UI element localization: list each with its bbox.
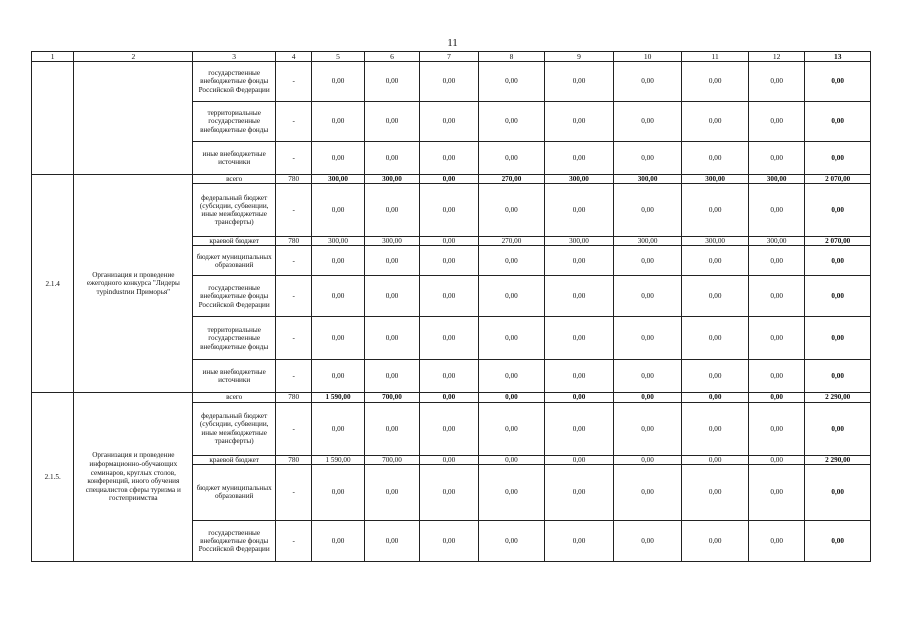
value-cell: 300,00 [312,237,364,246]
code-cell: - [276,317,312,360]
header-cell: 9 [545,52,614,62]
value-cell: 0,00 [420,246,478,276]
value-cell: 300,00 [682,175,749,184]
value-cell: 0,00 [613,142,682,175]
value-cell: 0,00 [805,102,871,142]
value-cell: 0,00 [312,317,364,360]
value-cell: 0,00 [613,393,682,402]
value-cell: 0,00 [478,455,545,464]
value-cell: 2 290,00 [805,455,871,464]
value-cell: 0,00 [682,464,749,520]
value-cell: 0,00 [364,184,419,237]
value-cell: 300,00 [312,175,364,184]
value-cell: 0,00 [805,142,871,175]
value-cell: 0,00 [682,142,749,175]
value-cell: 0,00 [682,455,749,464]
table-row [32,393,871,402]
value-cell: 0,00 [478,402,545,455]
value-cell: 0,00 [748,464,804,520]
value-cell: 0,00 [420,455,478,464]
value-cell: 0,00 [748,62,804,102]
value-cell: 0,00 [748,455,804,464]
value-cell: 0,00 [805,402,871,455]
value-cell: 300,00 [748,175,804,184]
value-cell: 1 590,00 [312,393,364,402]
value-cell: 0,00 [805,520,871,561]
code-cell: 780 [276,175,312,184]
value-cell: 0,00 [545,184,614,237]
value-cell: 0,00 [748,317,804,360]
value-cell: 0,00 [364,360,419,393]
funding-source: территориальные государственные внебюджетные фонды [193,317,276,360]
value-cell: 0,00 [364,276,419,317]
code-cell: - [276,246,312,276]
value-cell: 0,00 [478,102,545,142]
value-cell: 0,00 [478,142,545,175]
value-cell: 0,00 [805,276,871,317]
value-cell: 0,00 [613,520,682,561]
funding-source: федеральный бюджет (субсидии, субвенции, иные межбюджетные трансферты) [193,402,276,455]
value-cell: 0,00 [682,246,749,276]
value-cell: 0,00 [312,62,364,102]
value-cell: 0,00 [748,102,804,142]
value-cell: 0,00 [312,402,364,455]
value-cell: 0,00 [420,102,478,142]
header-cell: 8 [478,52,545,62]
value-cell: 0,00 [420,175,478,184]
code-cell: 780 [276,237,312,246]
value-cell: 0,00 [420,237,478,246]
header-cell: 5 [312,52,364,62]
value-cell: 0,00 [478,184,545,237]
value-cell: 2 290,00 [805,393,871,402]
value-cell: 300,00 [364,175,419,184]
value-cell: 300,00 [545,175,614,184]
value-cell: 0,00 [613,184,682,237]
value-cell: 0,00 [682,520,749,561]
value-cell: 0,00 [364,142,419,175]
value-cell: 2 070,00 [805,237,871,246]
value-cell: 700,00 [364,455,419,464]
header-cell: 1 [32,52,74,62]
value-cell: 700,00 [364,393,419,402]
value-cell: 0,00 [478,520,545,561]
value-cell: 0,00 [478,276,545,317]
value-cell: 0,00 [312,464,364,520]
header-cell: 12 [748,52,804,62]
value-cell: 0,00 [613,317,682,360]
value-cell: 0,00 [805,184,871,237]
value-cell: 0,00 [682,317,749,360]
value-cell: 0,00 [364,520,419,561]
value-cell: 0,00 [682,402,749,455]
value-cell: 0,00 [613,62,682,102]
value-cell: 0,00 [364,464,419,520]
value-cell: 0,00 [478,246,545,276]
code-cell: - [276,402,312,455]
value-cell: 0,00 [312,276,364,317]
value-cell: 300,00 [364,237,419,246]
value-cell: 0,00 [682,360,749,393]
table-row [32,175,871,184]
value-cell: 0,00 [312,246,364,276]
value-cell: 0,00 [312,520,364,561]
funding-source: иные внебюджетные источники [193,142,276,175]
value-cell: 0,00 [364,317,419,360]
value-cell: 0,00 [613,102,682,142]
value-cell: 300,00 [613,175,682,184]
value-cell: 0,00 [420,402,478,455]
value-cell: 0,00 [682,184,749,237]
value-cell: 0,00 [805,62,871,102]
value-cell: 0,00 [613,360,682,393]
value-cell: 0,00 [312,360,364,393]
funding-source: всего [193,175,276,184]
value-cell: 300,00 [748,237,804,246]
header-cell: 4 [276,52,312,62]
value-cell: 0,00 [312,184,364,237]
item-code: 2.1.5. [32,393,74,561]
value-cell: 1 590,00 [312,455,364,464]
value-cell: 0,00 [545,402,614,455]
code-cell: - [276,520,312,561]
code-cell: 780 [276,393,312,402]
value-cell: 0,00 [545,520,614,561]
value-cell: 0,00 [613,455,682,464]
budget-table [31,51,871,562]
header-cell: 6 [364,52,419,62]
value-cell: 0,00 [312,102,364,142]
value-cell: 0,00 [364,246,419,276]
header-cell: 10 [613,52,682,62]
value-cell: 0,00 [420,276,478,317]
value-cell: 0,00 [420,142,478,175]
value-cell: 0,00 [748,246,804,276]
value-cell: 0,00 [613,246,682,276]
value-cell: 0,00 [613,464,682,520]
header-cell: 2 [74,52,193,62]
funding-source: краевой бюджет [193,237,276,246]
value-cell: 0,00 [748,393,804,402]
code-cell: - [276,184,312,237]
funding-source: всего [193,393,276,402]
value-cell: 0,00 [682,102,749,142]
value-cell: 0,00 [420,184,478,237]
code-cell: - [276,464,312,520]
value-cell: 0,00 [613,402,682,455]
funding-source: иные внебюджетные источники [193,360,276,393]
value-cell: 0,00 [420,360,478,393]
item-name: Организация и проведение ежегодного конкурса "Лидеры турindustrии Приморья" [74,175,193,393]
value-cell: 0,00 [545,102,614,142]
funding-source: краевой бюджет [193,455,276,464]
page-number: 11 [447,37,458,49]
funding-source: территориальные государственные внебюджетные фонды [193,102,276,142]
header-cell: 13 [805,52,871,62]
code-cell: - [276,276,312,317]
value-cell: 0,00 [805,464,871,520]
item-name: Организация и проведение информационно-обучающих семинаров, круглых столов, конференций, иного обучения специалистов сферы туризма и гостеприимства [74,393,193,561]
value-cell: 0,00 [748,402,804,455]
value-cell: 0,00 [748,360,804,393]
value-cell: 0,00 [420,317,478,360]
value-cell: 0,00 [478,360,545,393]
value-cell: 0,00 [545,393,614,402]
header-cell: 11 [682,52,749,62]
value-cell: 0,00 [748,520,804,561]
value-cell: 0,00 [682,276,749,317]
header-cell: 7 [420,52,478,62]
code-cell: 780 [276,455,312,464]
value-cell: 0,00 [364,402,419,455]
value-cell: 0,00 [682,393,749,402]
code-cell: - [276,102,312,142]
item-name [74,62,193,175]
value-cell: 270,00 [478,237,545,246]
value-cell: 0,00 [748,184,804,237]
value-cell: 300,00 [613,237,682,246]
value-cell: 0,00 [364,62,419,102]
value-cell: 0,00 [478,393,545,402]
value-cell: 0,00 [478,317,545,360]
code-cell: - [276,62,312,102]
value-cell: 270,00 [478,175,545,184]
funding-source: федеральный бюджет (субсидии, субвенции, иные межбюджетные трансферты) [193,184,276,237]
item-code [32,62,74,175]
code-cell: - [276,142,312,175]
value-cell: 0,00 [748,142,804,175]
value-cell: 0,00 [420,393,478,402]
code-cell: - [276,360,312,393]
value-cell: 0,00 [545,360,614,393]
funding-source: бюджет муниципальных образований [193,246,276,276]
funding-source: государственные внебюджетные фонды Российской Федерации [193,62,276,102]
value-cell: 0,00 [682,62,749,102]
value-cell: 0,00 [420,520,478,561]
value-cell: 0,00 [748,276,804,317]
value-cell: 0,00 [805,360,871,393]
value-cell: 0,00 [805,317,871,360]
funding-source: государственные внебюджетные фонды Российской Федерации [193,520,276,561]
value-cell: 0,00 [545,276,614,317]
value-cell: 0,00 [312,142,364,175]
value-cell: 0,00 [545,246,614,276]
value-cell: 0,00 [545,62,614,102]
funding-source: государственные внебюджетные фонды Российской Федерации [193,276,276,317]
value-cell: 2 070,00 [805,175,871,184]
value-cell: 0,00 [478,62,545,102]
value-cell: 0,00 [420,62,478,102]
value-cell: 0,00 [545,464,614,520]
header-cell: 3 [193,52,276,62]
value-cell: 300,00 [545,237,614,246]
table-row [32,62,871,102]
header-row [32,52,871,62]
item-code: 2.1.4 [32,175,74,393]
funding-source: бюджет муниципальных образований [193,464,276,520]
value-cell: 0,00 [364,102,419,142]
value-cell: 0,00 [545,142,614,175]
value-cell: 0,00 [420,464,478,520]
value-cell: 0,00 [545,455,614,464]
value-cell: 0,00 [478,464,545,520]
value-cell: 300,00 [682,237,749,246]
value-cell: 0,00 [613,276,682,317]
value-cell: 0,00 [805,246,871,276]
value-cell: 0,00 [545,317,614,360]
